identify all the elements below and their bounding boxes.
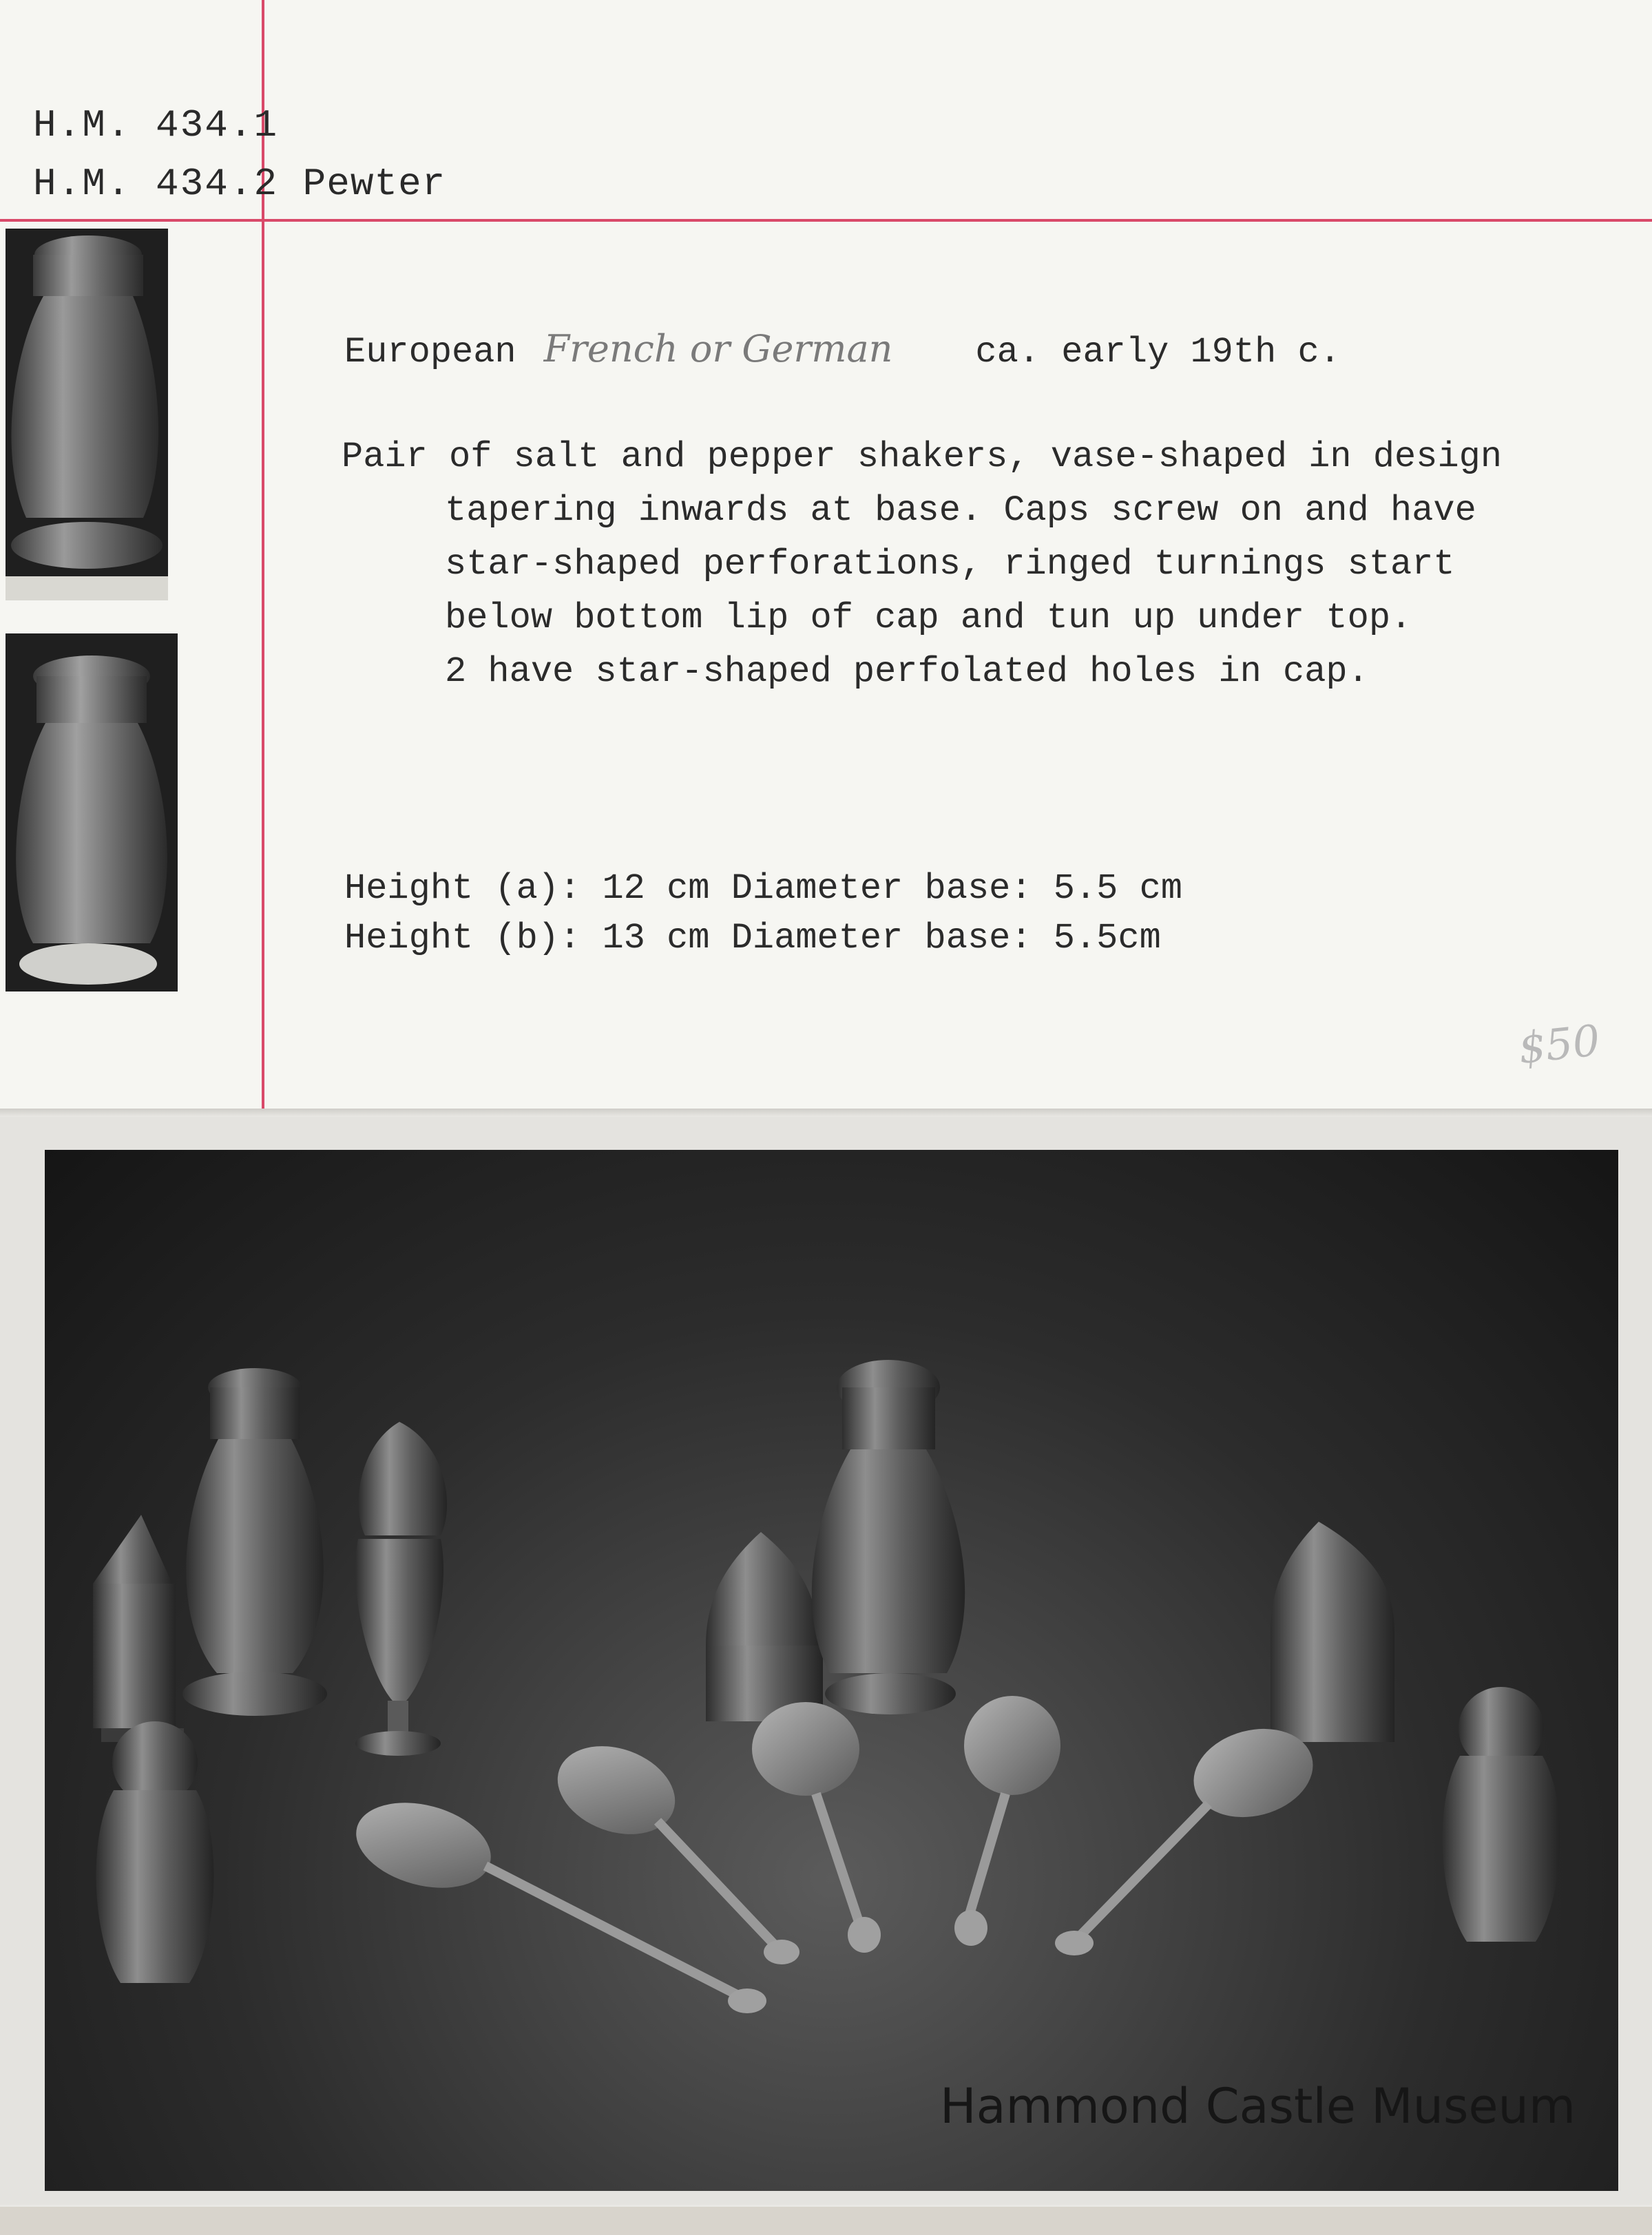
shaker-b-icon xyxy=(6,633,178,991)
dimensions xyxy=(344,864,1182,963)
spoon-1-icon xyxy=(346,1789,766,2013)
dimension-line: Height (b): 13 cm Diameter base: 5.5cm xyxy=(344,918,1161,958)
museum-watermark: Hammond Castle Museum xyxy=(940,2078,1576,2134)
origin-typed: European xyxy=(344,332,516,373)
material-label: Pewter xyxy=(302,162,446,206)
description xyxy=(342,430,1502,699)
price-note: $50 xyxy=(1516,1015,1602,1073)
description-line: star-shaped perforations, ringed turnings start xyxy=(445,544,1455,585)
red-horizontal-rule xyxy=(0,219,1652,222)
description-line: below bottom lip of cap and tun up under top. xyxy=(445,598,1412,638)
shaker-a-icon xyxy=(6,229,168,600)
accession-number-2: H.M. 434.2 xyxy=(33,162,279,206)
thumbnail-photo-shaker-a xyxy=(6,229,168,600)
small-caster-left-icon xyxy=(96,1721,214,1983)
accession-number-1: H.M. 434.1 xyxy=(33,103,279,147)
bottom-edge xyxy=(0,2207,1652,2235)
dimension-line: Height (a): 12 cm Diameter base: 5.5 cm xyxy=(344,868,1182,909)
tall-vase-shaker-icon xyxy=(182,1368,327,1716)
pewter-collection-illustration xyxy=(45,1150,1618,2191)
thumbnail-photo-shaker-b xyxy=(6,633,178,991)
cone-shaker-right-icon xyxy=(1271,1522,1394,1742)
origin-line xyxy=(344,327,1341,373)
accession-number-2-with-material xyxy=(33,162,446,206)
origin-handwritten: French or German xyxy=(543,327,893,370)
card-shadow xyxy=(0,1109,1652,1117)
spoon-3-icon xyxy=(752,1702,881,1953)
catalog-card xyxy=(0,0,1652,1113)
date: ca. early 19th c. xyxy=(975,332,1341,373)
tall-shaker-right-icon xyxy=(812,1360,965,1714)
cone-shaker-left-icon xyxy=(93,1515,184,1742)
urn-caster-icon xyxy=(355,1422,447,1756)
small-caster-right-icon xyxy=(1443,1687,1560,1942)
spoon-5-icon xyxy=(1055,1716,1323,1955)
spoon-4-icon xyxy=(954,1696,1060,1946)
description-line: Pair of salt and pepper shakers, vase-shaped in design xyxy=(342,437,1503,477)
collection-photograph xyxy=(45,1150,1618,2191)
cone-shaker-center-icon xyxy=(706,1532,823,1721)
description-line: 2 have star-shaped perfolated holes in cap. xyxy=(445,651,1369,692)
description-line: tapering inwards at base. Caps screw on and have xyxy=(445,490,1476,531)
